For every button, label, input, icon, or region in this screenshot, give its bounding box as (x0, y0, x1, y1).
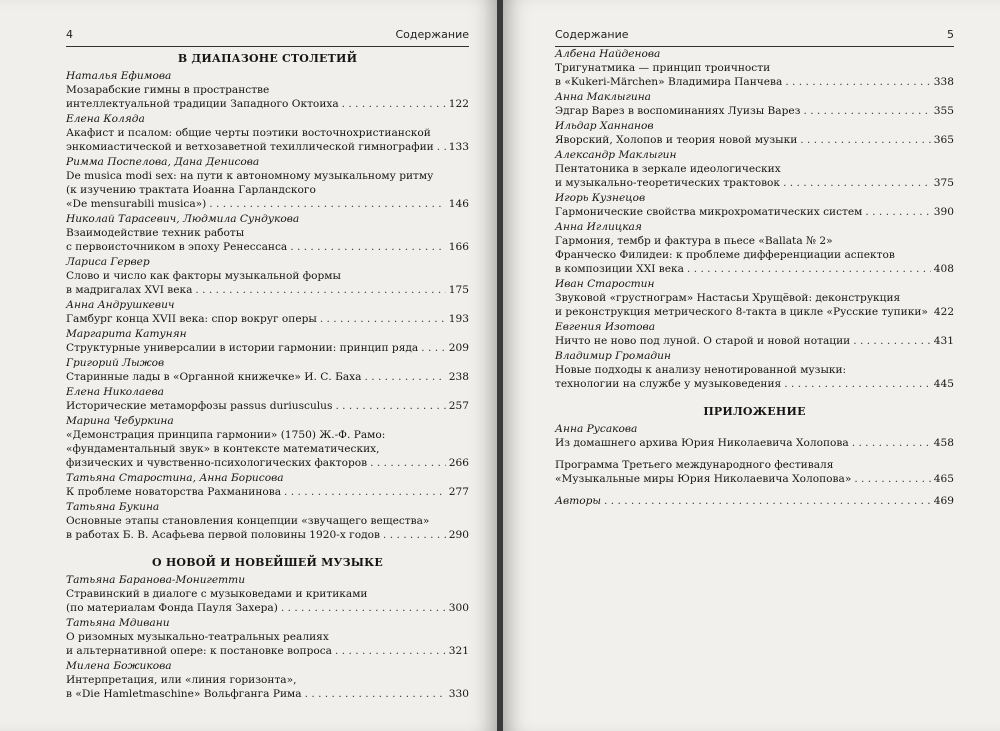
dot-leader (209, 197, 446, 211)
entry-title-line: Акафист и псалом: общие черты поэтики восточнохристианской (66, 127, 431, 139)
entry-title-text: в «Kukeri-Märchen» Владимира Панчева (555, 76, 783, 88)
entry-title-text: Эдгар Варез в воспоминаниях Луизы Варез (555, 105, 801, 117)
entry-page-number: 355 (933, 105, 954, 117)
dot-leader (854, 472, 930, 486)
entry-author: Анна Маклыгина (555, 91, 651, 103)
entry-page-number: 390 (933, 206, 954, 218)
entry-title-text: и реконструкция метрического 8-такта в цикле «Русские тупики» (555, 306, 928, 318)
entry-author: Анна Иглицкая (555, 221, 642, 233)
dot-leader (784, 377, 931, 391)
entry-title-line: Взаимодействие техник работы (66, 227, 245, 239)
toc-entry[interactable] (555, 119, 954, 147)
entry-title-line: (к изучению трактата Иоанна Гарландского (66, 184, 316, 196)
entry-title-last-line (66, 644, 469, 658)
toc-entry[interactable] (66, 69, 469, 111)
entry-title-last-line (66, 97, 469, 111)
entry-title-last-line (555, 472, 954, 486)
dot-leader (281, 601, 446, 615)
entry-title-text: в мадригалах XVI века (66, 284, 193, 296)
entry-title-text: энкомиастической и ветхозаветной техиллической гимнографии (66, 141, 434, 153)
dot-leader (803, 104, 930, 118)
entry-title-last-line (555, 176, 954, 190)
toc-entry[interactable] (555, 422, 954, 450)
entry-title-text: Авторы (555, 495, 602, 507)
running-head-title: Содержание (395, 28, 469, 41)
toc-entry[interactable] (555, 47, 954, 89)
toc-entry[interactable] (66, 573, 469, 615)
entry-title-last-line (66, 140, 469, 154)
dot-leader (865, 205, 930, 219)
entry-title-line: Слово и число как факторы музыкальной формы (66, 270, 341, 282)
dot-leader (284, 485, 446, 499)
entry-author: Игорь Кузнецов (555, 192, 646, 204)
entry-title-last-line (555, 205, 954, 219)
entry-title-line: Пентатоника в зеркале идеологических (555, 163, 781, 175)
dot-leader (320, 312, 446, 326)
entry-title-last-line (66, 601, 469, 615)
toc-entry[interactable] (66, 471, 469, 499)
entry-title-text: с первоисточником в эпоху Ренессанса (66, 241, 288, 253)
entry-title-last-line (555, 377, 954, 391)
toc-entry[interactable] (66, 659, 469, 701)
toc-left (66, 52, 469, 701)
toc-entry[interactable] (555, 148, 954, 190)
entry-title-text: в композиции XXI века (555, 263, 684, 275)
entry-author: Елена Николаева (66, 386, 164, 398)
dot-leader (853, 334, 931, 348)
entry-author: Албена Найденова (555, 48, 661, 60)
entry-title-line: Франческо Филидеи: к проблеме дифференциации аспектов (555, 249, 895, 261)
entry-author: Татьяна Старостина, Анна Борисова (66, 472, 284, 484)
dot-leader (383, 528, 446, 542)
dot-leader (342, 97, 446, 111)
entry-author: Александр Маклыгин (555, 149, 677, 161)
page-number: 4 (66, 28, 73, 41)
entry-page-number: 133 (448, 141, 469, 153)
right-page (503, 0, 1000, 731)
entry-author: Владимир Громадин (555, 350, 671, 362)
toc-entry[interactable] (66, 112, 469, 154)
entry-author: Татьяна Мдивани (66, 617, 170, 629)
entry-title-text: и музыкально-теоретических трактовок (555, 177, 781, 189)
entry-title-last-line (66, 485, 469, 499)
dot-leader (195, 283, 445, 297)
entry-page-number: 338 (933, 76, 954, 88)
entry-title-last-line (66, 240, 469, 254)
section-title: ПРИЛОЖЕНИЕ (703, 405, 806, 418)
entry-author: Татьяна Букина (66, 501, 160, 513)
entry-author: Милена Божикова (66, 660, 172, 672)
entry-page-number: 257 (448, 400, 469, 412)
entry-title-text: технологии на службе у музыковедения (555, 378, 782, 390)
entry-title-text: Старинные лады в «Органной книжечке» И. С. Баха (66, 371, 362, 383)
toc-entry[interactable] (66, 155, 469, 211)
entry-title-last-line (66, 312, 469, 326)
entry-page-number: 290 (448, 529, 469, 541)
entry-title-last-line (555, 305, 954, 319)
entry-page-number: 193 (448, 313, 469, 325)
entry-author: Анна Русакова (555, 423, 638, 435)
section-title: В ДИАПАЗОНЕ СТОЛЕТИЙ (177, 52, 358, 65)
entry-title-text: физических и чувственно-психологических факторов (66, 457, 368, 469)
toc-entry[interactable] (66, 385, 469, 413)
left-page (0, 0, 497, 731)
section-title: О НОВОЙ И НОВЕЙШЕЙ МУЗЫКЕ (152, 556, 383, 569)
entry-title-line: Мозарабские гимны в пространстве (66, 84, 270, 96)
entry-title-last-line (66, 341, 469, 355)
toc-entry[interactable] (555, 320, 954, 348)
toc-entry[interactable] (555, 220, 954, 276)
entry-title-last-line (66, 528, 469, 542)
entry-title-text: Из домашнего архива Юрия Николаевича Холопова (555, 437, 849, 449)
dot-leader (335, 644, 446, 658)
entry-title-text: (по материалам Фонда Пауля Захера) (66, 602, 278, 614)
entry-page-number: 330 (448, 688, 469, 700)
entry-author: Татьяна Баранова-Монигетти (66, 574, 246, 586)
entry-title-line: Звуковой «грустнограм» Настасьи Хрущёвой: деконструкция (555, 292, 901, 304)
toc-entry[interactable] (555, 90, 954, 118)
dot-leader (800, 133, 930, 147)
entry-page-number: 266 (448, 457, 469, 469)
dot-leader (783, 176, 931, 190)
toc-entry[interactable] (66, 298, 469, 326)
entry-title-line: Стравинский в диалоге с музыковедами и критиками (66, 588, 368, 600)
entry-title-line: «фундаментальный звук» в контексте математических, (66, 443, 380, 455)
entry-author: Григорий Лыжов (66, 357, 165, 369)
dot-leader (370, 456, 446, 470)
entry-title-text: интеллектуальной традиции Западного Октоиха (66, 98, 339, 110)
entry-page-number: 166 (448, 241, 469, 253)
toc-entry[interactable] (66, 255, 469, 297)
entry-page-number: 321 (448, 645, 469, 657)
entry-title-line: Тригунатмика — принцип троичности (555, 62, 771, 74)
running-head (555, 26, 954, 47)
dot-leader (305, 687, 446, 701)
entry-page-number: 122 (448, 98, 469, 110)
entry-page-number: 408 (933, 263, 954, 275)
toc-entry[interactable] (555, 191, 954, 219)
entry-author: Марина Чебуркина (66, 415, 174, 427)
dot-leader (364, 370, 445, 384)
entry-author: Маргарита Катунян (66, 328, 187, 340)
entry-title-line: De musica modi sex: на пути к автономному музыкальному ритму (66, 170, 434, 182)
entry-page-number: 458 (933, 437, 954, 449)
entry-title-last-line (555, 494, 954, 508)
entry-page-number: 300 (448, 602, 469, 614)
dot-leader (687, 262, 931, 276)
running-head (66, 26, 469, 47)
toc-entry[interactable] (555, 458, 954, 486)
section-spacer (66, 543, 469, 551)
entry-author: Наталья Ефимова (66, 70, 172, 82)
entry-title-line: О ризомных музыкально-театральных реалиях (66, 631, 329, 643)
toc-entry[interactable] (555, 349, 954, 391)
entry-title-line: Программа Третьего международного фестиваля (555, 459, 834, 471)
dot-leader (785, 75, 930, 89)
toc-entry[interactable] (66, 616, 469, 658)
entry-title-line: Интерпретация, или «линия горизонта», (66, 674, 297, 686)
entry-title-last-line (66, 687, 469, 701)
entry-author: Николай Тарасевич, Людмила Сундукова (66, 213, 300, 225)
entry-page-number: 422 (933, 306, 955, 318)
entry-title-last-line (66, 399, 469, 413)
toc-right (555, 47, 954, 508)
dot-leader (335, 399, 445, 413)
entry-title-line: Гармония, тембр и фактура в пьесе «Ballata № 2» (555, 235, 833, 247)
toc-entry[interactable] (555, 277, 954, 319)
dot-leader (421, 341, 446, 355)
entry-title-line: Новые подходы к анализу ненотированной музыки: (555, 364, 847, 376)
entry-title-last-line (555, 133, 954, 147)
section-spacer (555, 392, 954, 400)
entry-author: Анна Андрушкевич (66, 299, 175, 311)
page-number: 5 (947, 28, 954, 41)
toc-entry[interactable] (66, 356, 469, 384)
entry-title-text: Структурные универсалии в истории гармонии: принцип ряда (66, 342, 419, 354)
toc-entry[interactable] (66, 327, 469, 355)
entry-author: Римма Поспелова, Дана Денисова (66, 156, 260, 168)
entry-page-number: 175 (448, 284, 469, 296)
entry-title-text: и альтернативной опере: к постановке вопроса (66, 645, 332, 657)
entry-page-number: 465 (933, 473, 954, 485)
entry-title-text: в «Die Hamletmaschine» Вольфганга Рима (66, 688, 302, 700)
entry-author: Иван Старостин (555, 278, 655, 290)
entry-title-last-line (66, 197, 469, 211)
entry-title-text: Исторические метаморфозы passus duriusculus (66, 400, 333, 412)
entry-title-line: «Демонстрация принципа гармонии» (1750) Ж.-Ф. Рамо: (66, 429, 386, 441)
dot-leader (852, 436, 931, 450)
entry-title-line: Основные этапы становления концепции «звучащего вещества» (66, 515, 430, 527)
entry-page-number: 375 (933, 177, 954, 189)
entry-title-last-line (66, 456, 469, 470)
entry-title-text: в работах Б. В. Асафьева первой половины 1920-х годов (66, 529, 380, 541)
dot-leader (290, 240, 446, 254)
toc-entry[interactable] (66, 212, 469, 254)
entry-title-last-line (66, 370, 469, 384)
entry-title-text: Ничто не ново под луной. О старой и новой нотации (555, 335, 851, 347)
entry-title-last-line (555, 75, 954, 89)
entry-title-last-line (555, 262, 954, 276)
entry-title-text: Гармонические свойства микрохроматических систем (555, 206, 863, 218)
entry-page-number: 238 (448, 371, 469, 383)
dot-leader (604, 494, 931, 508)
entry-author: Лариса Гервер (66, 256, 150, 268)
entry-author: Елена Коляда (66, 113, 145, 125)
entry-page-number: 146 (448, 198, 469, 210)
entry-author: Евгения Изотова (555, 321, 656, 333)
entry-title-text: Яворский, Холопов и теория новой музыки (555, 134, 798, 146)
entry-title-last-line (555, 104, 954, 118)
toc-entry[interactable] (66, 414, 469, 470)
entry-page-number: 209 (448, 342, 469, 354)
entry-title-text: К проблеме новаторства Рахманинова (66, 486, 282, 498)
entry-title-text: «De mensurabili musica») (66, 198, 207, 210)
dot-leader (437, 140, 446, 154)
entry-page-number: 431 (933, 335, 954, 347)
entry-title-last-line (555, 436, 954, 450)
running-head-title: Содержание (555, 28, 629, 41)
entry-page-number: 277 (448, 486, 469, 498)
entry-page-number: 469 (933, 495, 954, 507)
entry-page-number: 445 (933, 378, 954, 390)
entry-title-text: Гамбург конца XVII века: спор вокруг оперы (66, 313, 317, 325)
entry-title-text: «Музыкальные миры Юрия Николаевича Холопова» (555, 473, 852, 485)
entry-title-last-line (555, 334, 954, 348)
toc-entry[interactable] (66, 500, 469, 542)
entry-page-number: 365 (933, 134, 954, 146)
entry-title-last-line (66, 283, 469, 297)
entry-author: Ильдар Ханнанов (555, 120, 654, 132)
toc-entry[interactable] (555, 494, 954, 508)
